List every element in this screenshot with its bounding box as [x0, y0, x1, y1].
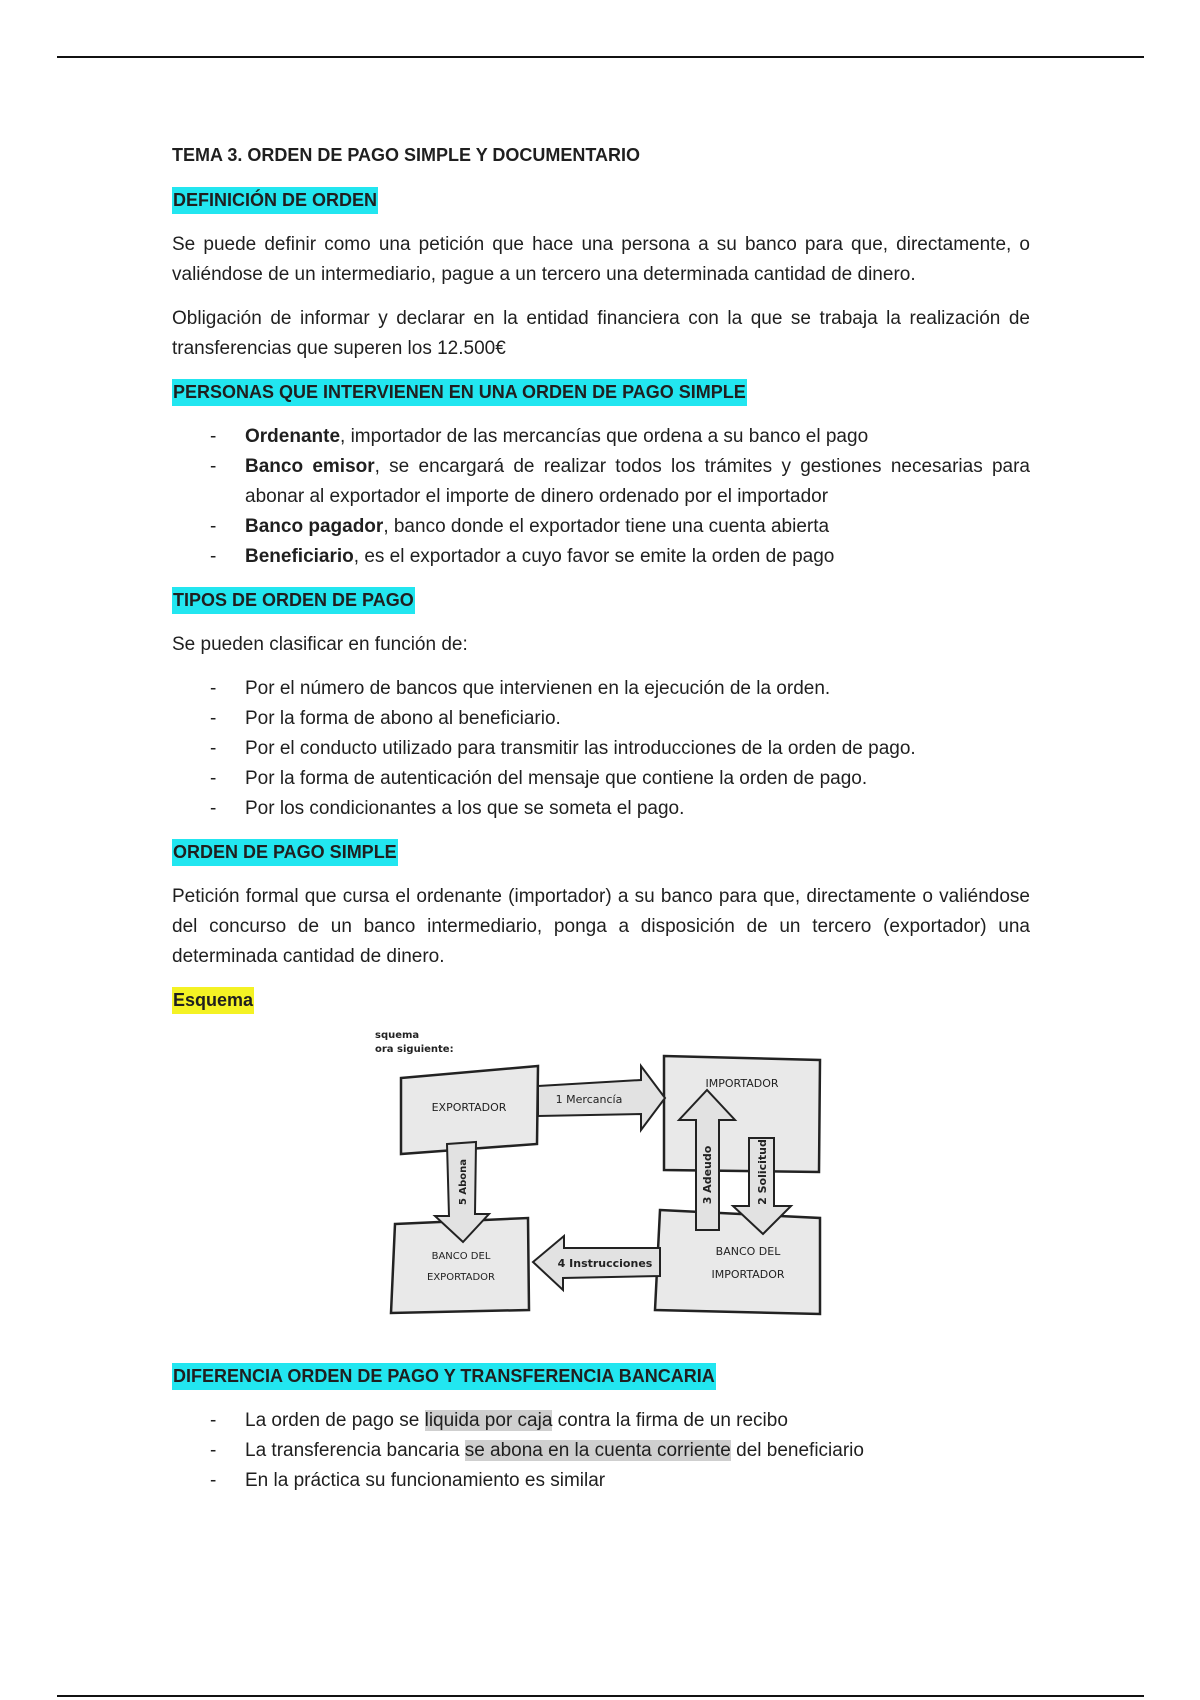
- diferencia-2-pre: La transferencia bancaria: [245, 1440, 465, 1461]
- list-item: [172, 542, 1030, 572]
- label-flow-mercancia: 1 Mercancía: [555, 1093, 623, 1106]
- list-item: [172, 422, 1030, 452]
- list-item: [172, 512, 1030, 542]
- label-exportador: EXPORTADOR: [431, 1101, 507, 1114]
- diferencia-1-highlight: liquida por caja: [424, 1410, 553, 1431]
- heading-diferencia: DIFERENCIA ORDEN DE PAGO Y TRANSFERENCIA BANCARIA: [172, 1363, 716, 1390]
- personas-list: [172, 422, 1030, 572]
- tipos-list: [172, 674, 1030, 824]
- label-importador: IMPORTADOR: [705, 1077, 779, 1090]
- diferencia-2-post: del beneficiario: [730, 1440, 864, 1461]
- list-item: - En la práctica su funcionamiento es similar: [172, 1466, 1030, 1496]
- list-item: - Por la forma de abono al beneficiario.: [172, 704, 1030, 734]
- list-item: [172, 1436, 1030, 1466]
- label-flow-solicitud: 2 Solicitud: [756, 1139, 769, 1205]
- page-title: TEMA 3. ORDEN DE PAGO SIMPLE Y DOCUMENTARIO: [172, 145, 641, 165]
- term-banco-emisor-text: , se encargará de realizar todos los trámites y gestiones necesarias para abonar al exportador el importe de dinero ordenado por el importador: [245, 456, 1030, 507]
- term-ordenante-text: , importador de las mercancías que ordena a su banco el pago: [340, 426, 869, 447]
- label-banco-importador-2: IMPORTADOR: [711, 1268, 785, 1281]
- section-definicion: [172, 186, 1030, 216]
- term-banco-emisor: Banco emisor: [245, 456, 375, 477]
- section-simple: [172, 838, 1030, 868]
- diferencia-1-pre: La orden de pago se: [245, 1410, 425, 1431]
- term-banco-pagador-text: , banco donde el exportador tiene una cuenta abierta: [383, 516, 830, 537]
- bottom-rule: [57, 1695, 1144, 1697]
- top-rule: [57, 56, 1144, 58]
- section-diferencia: [172, 1362, 1030, 1392]
- section-esquema: [172, 986, 1030, 1016]
- simple-paragraph: Petición formal que cursa el ordenante (importador) a su banco para que, directamente o valiéndose del concurso de un banco intermediario, ponga a disposición de un tercero (exportador) una determinada cantidad de dinero.: [172, 886, 1030, 967]
- box-banco-importador: [655, 1210, 820, 1314]
- heading-esquema: Esquema: [172, 987, 254, 1014]
- list-item: [172, 1406, 1030, 1436]
- tipos-intro: Se pueden clasificar en función de:: [172, 634, 468, 655]
- term-banco-pagador: Banco pagador: [245, 516, 384, 537]
- diferencia-1-post: contra la firma de un recibo: [552, 1410, 788, 1431]
- heading-simple: ORDEN DE PAGO SIMPLE: [172, 839, 398, 866]
- esquema-diagram: [373, 1030, 833, 1330]
- section-personas: [172, 378, 1030, 408]
- heading-tipos: TIPOS DE ORDEN DE PAGO: [172, 587, 415, 614]
- list-item: [172, 452, 1030, 512]
- section-tipos: [172, 586, 1030, 616]
- list-item: - Por la forma de autenticación del mensaje que contiene la orden de pago.: [172, 764, 1030, 794]
- caption-line-1: squema: [375, 1030, 420, 1041]
- esquema-svg: [373, 1030, 833, 1330]
- label-flow-instrucciones: 4 Instrucciones: [557, 1257, 653, 1270]
- definicion-paragraph-2: Obligación de informar y declarar en la entidad financiera con la que se trabaja la realización de transferencias que superen los 12.500€: [172, 308, 1030, 359]
- label-flow-adeudo: 3 Adeudo: [701, 1145, 714, 1205]
- heading-definicion: DEFINICIÓN DE ORDEN: [172, 187, 378, 214]
- list-item: - Por el número de bancos que intervienen en la ejecución de la orden.: [172, 674, 1030, 704]
- label-banco-exportador-2: EXPORTADOR: [427, 1272, 495, 1283]
- term-ordenante: Ordenante: [245, 426, 341, 447]
- heading-personas: PERSONAS QUE INTERVIENEN EN UNA ORDEN DE PAGO SIMPLE: [172, 379, 747, 406]
- diferencia-2-highlight: se abona en la cuenta corriente: [464, 1440, 731, 1461]
- term-beneficiario-text: , es el exportador a cuyo favor se emite la orden de pago: [353, 546, 835, 567]
- caption-line-2: ora siguiente:: [375, 1044, 454, 1055]
- document-body: [172, 140, 1030, 1510]
- label-banco-exportador-1: BANCO DEL: [431, 1251, 491, 1262]
- list-item: - Por los condicionantes a los que se someta el pago.: [172, 794, 1030, 824]
- definicion-paragraph-1: Se puede definir como una petición que hace una persona a su banco para que, directamente, o valiéndose de un intermediario, pague a un tercero una determinada cantidad de dinero.: [172, 234, 1030, 285]
- label-flow-abona: 5 Abona: [458, 1158, 469, 1206]
- term-beneficiario: Beneficiario: [245, 546, 354, 567]
- diferencia-list: [172, 1406, 1030, 1496]
- label-banco-importador-1: BANCO DEL: [715, 1245, 781, 1258]
- list-item: - Por el conducto utilizado para transmitir las introducciones de la orden de pago.: [172, 734, 1030, 764]
